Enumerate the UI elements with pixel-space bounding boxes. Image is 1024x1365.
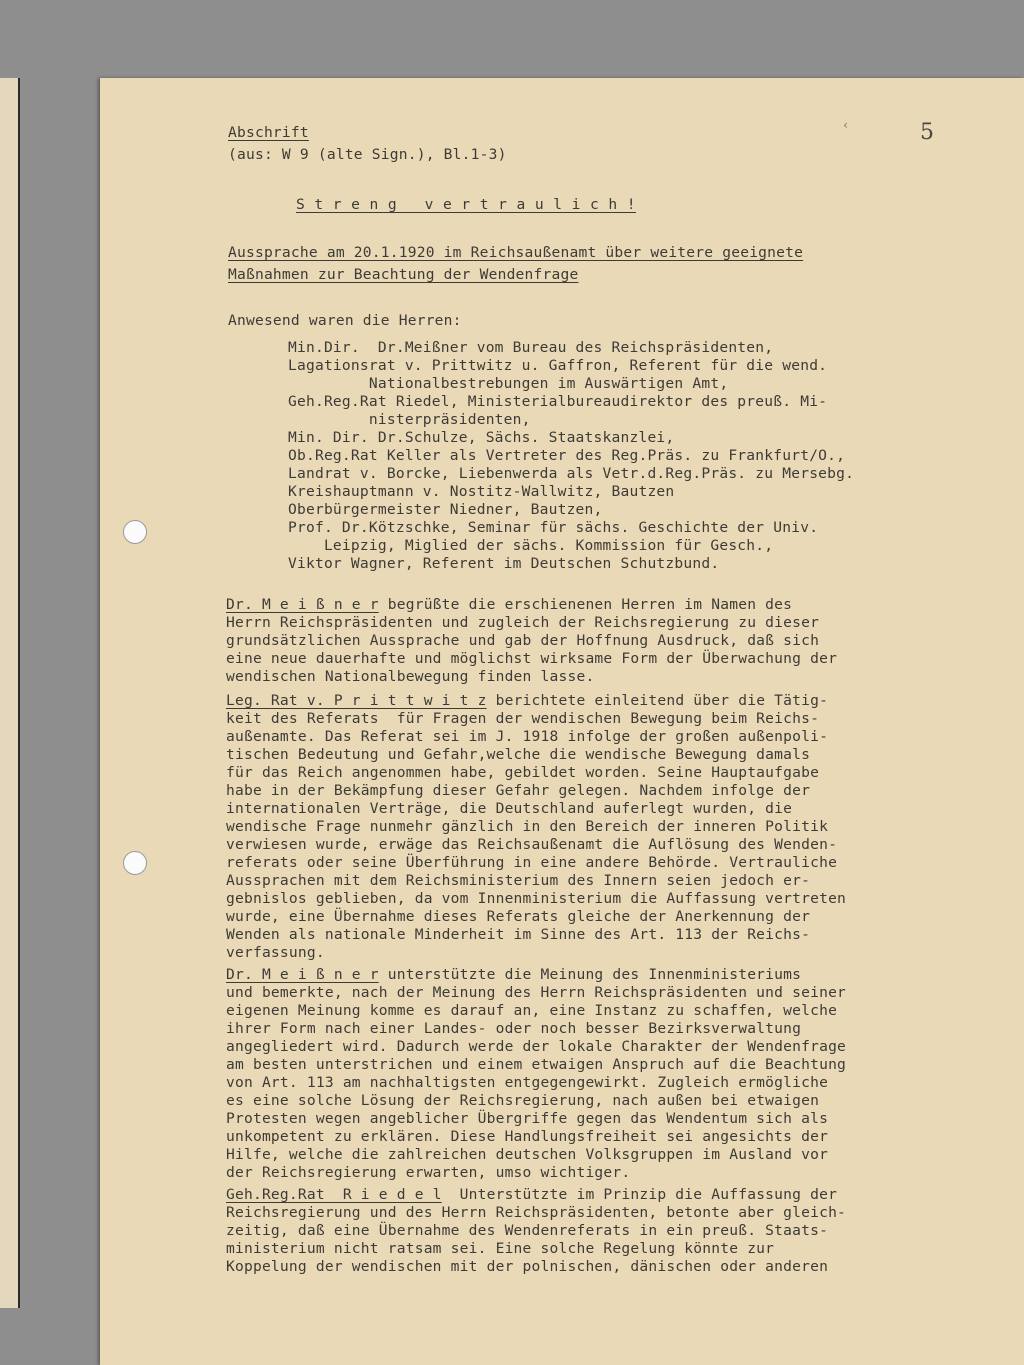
attendees-intro: Anwesend waren die Herren: [228,312,462,329]
paragraph-line: verfassung. [226,944,325,961]
previous-page-edge [0,78,20,1308]
attendee-line: Landrat v. Borcke, Liebenwerda als Vetr.d.Reg.Präs. zu Mersebg. [288,465,855,482]
paragraph-line: und bemerkte, nach der Meinung des Herrn Reichspräsidenten und seiner [226,984,847,1001]
attendee-line: Nationalbestrebungen im Auswärtigen Amt, [288,375,729,392]
attendee-line: Geh.Reg.Rat Riedel, Ministerialbureaudirektor des preuß. Mi- [288,393,828,410]
paragraph-text: Unterstützte im Prinzip die Auffassung der [441,1186,838,1203]
speaker-name: Geh.Reg.Rat R i e d e l [226,1186,442,1203]
paragraph-text: berichtete einleitend über die Tätig- [486,692,829,709]
subject-line-2: Maßnahmen zur Beachtung der Wendenfrage [228,266,579,283]
classification-heading: S t r e n g v e r t r a u l i c h ! [296,196,636,213]
attendee-line: Lagationsrat v. Prittwitz u. Gaffron, Referent für die wend. [288,357,828,374]
attendee-line: Ob.Reg.Rat Keller als Vertreter des Reg.Präs. zu Frankfurt/O., [288,447,846,464]
attendee-line: Kreishauptmann v. Nostitz-Wallwitz, Bautzen [288,483,675,500]
paragraph-line: Herrn Reichspräsidenten und zugleich der Reichsregierung zu dieser [226,614,820,631]
speaker-name: Leg. Rat v. P r i t t w i t z [226,692,487,709]
paragraph-line: am besten unterstrichen und einem etwaigen Anspruch auf die Beachtung [226,1056,847,1073]
paragraph-line: Protesten wegen angeblicher Übergriffe gegen das Wendentum sich als [226,1110,829,1127]
paragraph-line: Koppelung der wendischen mit der polnischen, dänischen oder anderen [226,1258,829,1275]
paragraph-text: unterstützte die Meinung des Innenministeriums [378,966,802,983]
paragraph-first-line [226,692,828,709]
speaker-name: Dr. M e i ß n e r [226,966,379,983]
paragraph-line: es eine solche Lösung der Reichsregierung, nach außen bei etwaigen [226,1092,820,1109]
paragraph-line: zeitig, daß eine Übernahme des Wendenreferats in ein preuß. Staats- [226,1222,829,1239]
paragraph-first-line [226,1186,837,1203]
paragraph-line: keit des Referats für Fragen der wendischen Bewegung beim Reichs- [226,710,820,727]
attendee-line: Min. Dir. Dr.Schulze, Sächs. Staatskanzlei, [288,429,675,446]
paragraph-line: Reichsregierung und des Herrn Reichspräsidenten, betonte aber gleich- [226,1204,847,1221]
paragraph-line: habe in der Bekämpfung dieser Gefahr gelegen. Nachdem infolge der [226,782,811,799]
speaker-name: Dr. M e i ß n e r [226,596,379,613]
paragraph-line: gebnislos geblieben, da vom Innenministerium die Auffassung vertreten [226,890,847,907]
paragraph-line: der Reichsregierung erwarten, umso wichtiger. [226,1164,631,1181]
paragraph-line: grundsätzlichen Aussprache und gab der Hoffnung Ausdruck, daß sich [226,632,820,649]
paragraph-first-line [226,966,801,983]
page-number: 5 [920,120,934,145]
paragraph-line: Wenden als nationale Minderheit im Sinne des Art. 113 der Reichs- [226,926,811,943]
paragraph-line: wendischen Nationalbewegung finden lasse. [226,668,595,685]
paragraph-line: von Art. 113 am nachhaltigsten entgegengewirkt. Zugleich ermögliche [226,1074,829,1091]
attendee-line: nisterpräsidenten, [288,411,531,428]
attendee-line: Prof. Dr.Kötzschke, Seminar für sächs. Geschichte der Univ. [288,519,819,536]
header-source: (aus: W 9 (alte Sign.), Bl.1-3) [228,146,507,163]
corner-mark: ‹ [842,118,850,132]
punch-hole-top [123,520,147,544]
subject-line-1: Aussprache am 20.1.1920 im Reichsaußenamt über weitere geeignete [228,244,804,261]
paragraph-first-line [226,596,792,613]
attendee-line: Leipzig, Miglied der sächs. Kommission für Gesch., [288,537,774,554]
paragraph-line: internationalen Verträge, die Deutschland auferlegt wurden, die [226,800,793,817]
paragraph-line: verwiesen wurde, erwäge das Reichsaußenamt die Auflösung des Wenden- [226,836,838,853]
paragraph-line: unkompetent zu erklären. Diese Handlungsfreiheit sei angesichts der [226,1128,829,1145]
paragraph-line: eine neue dauerhafte und möglichst wirksame Form der Überwachung der [226,650,838,667]
paragraph-line: angegliedert wird. Dadurch werde der lokale Charakter der Wendenfrage [226,1038,847,1055]
header-abschrift: Abschrift [228,124,309,141]
paragraph-line: für das Reich angenommen habe, gebildet worden. Seine Hauptaufgabe [226,764,820,781]
paragraph-line: außenamte. Das Referat sei im J. 1918 infolge der großen außenpoli- [226,728,829,745]
paragraph-line: wurde, eine Übernahme dieses Referats gleiche der Anerkennung der [226,908,811,925]
attendee-line: Min.Dir. Dr.Meißner vom Bureau des Reichspräsidenten, [288,339,774,356]
paragraph-line: Hilfe, welche die zahlreichen deutschen Volksgruppen im Ausland vor [226,1146,829,1163]
attendee-line: Oberbürgermeister Niedner, Bautzen, [288,501,603,518]
paragraph-line: ministerium nicht ratsam sei. Eine solche Regelung könnte zur [226,1240,775,1257]
paragraph-line: eigenen Meinung komme es darauf an, eine Instanz zu schaffen, welche [226,1002,838,1019]
paragraph-line: tischen Bedeutung und Gefahr,welche die wendische Bewegung damals [226,746,811,763]
paragraph-line: referats oder seine Überführung in eine andere Behörde. Vertrauliche [226,854,838,871]
paragraph-line: ihrer Form nach einer Landes- oder noch besser Bezirksverwaltung [226,1020,802,1037]
paragraph-line: Aussprachen mit dem Reichsministerium des Innern seien jedoch er- [226,872,811,889]
paragraph-text: begrüßte die erschienenen Herren im Namen des [378,596,793,613]
paragraph-line: wendische Frage nunmehr gänzlich in den Bereich der inneren Politik [226,818,829,835]
attendee-line: Viktor Wagner, Referent im Deutschen Schutzbund. [288,555,720,572]
punch-hole-bottom [123,851,147,875]
